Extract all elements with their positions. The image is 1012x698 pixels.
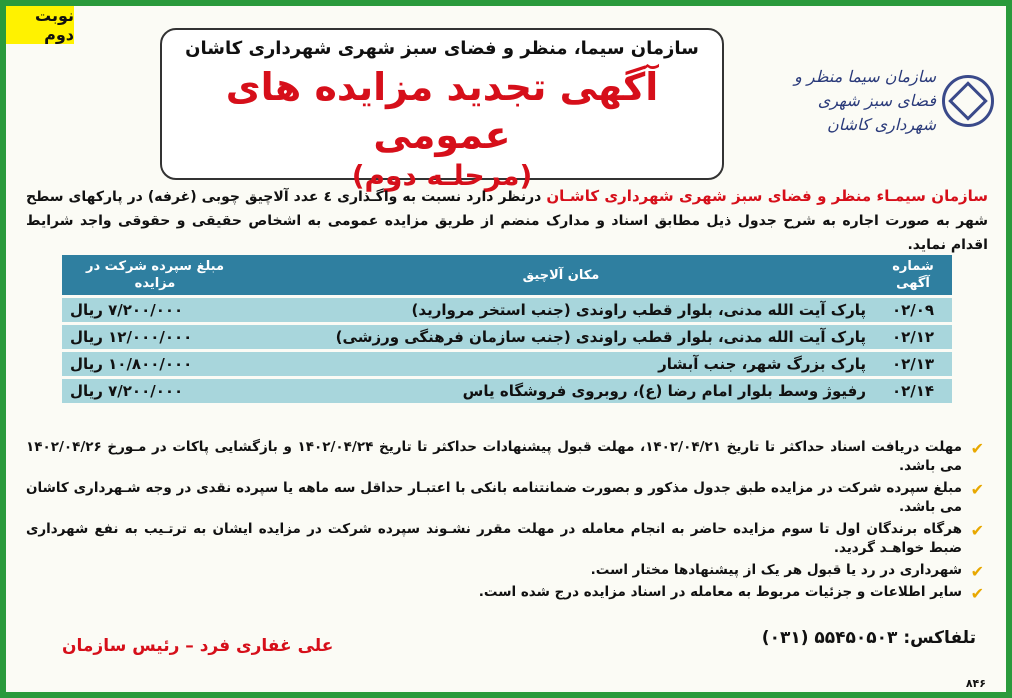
notice-number: ۰۲/۱۲ [874,325,952,349]
list-item: ✔ شهرداری در رد یا قبول هر یک از پیشنهادها مختار است. [590,562,984,581]
kiosk-location: پارک آیت الله مدنی، بلوار قطب راوندی (جنب سازمان فرهنگی ورزشی) [248,325,874,349]
notice-stage: (مرحلـه دوم) [351,159,533,192]
title-box [160,28,724,192]
kiosk-location: رفیوژ وسط بلوار امام رضا (ع)، روبروی فروشگاه یاس [248,379,874,403]
checkmark-icon: ✔ [970,584,984,603]
notice-title: آگهی تجدید مزایده های عمومی [225,65,659,157]
organization-name: سازمان سیما، منظر و فضای سبز شهری شهرداری کاشان [185,38,699,59]
organization-logo [764,46,994,156]
logo-wordmark: سازمان سیما منظر و فضای سبز شهری شهرداری کاشان [794,67,936,134]
checkmark-icon: ✔ [970,439,984,458]
advertisement-page [6,6,1006,692]
page-number: ۸۴۶ [965,677,986,690]
intro-text: درنظر دارد نسبت به واگـذاری ٤ عدد آلاچیق چوبی (غرفه) در پارکهای سطح شهر به صورت اجاره به شرح جدول ذیل مطابق اسناد و مدارک منضم از طریق مزایده عمومی به اشخاص حقیقی و حقوقی واجد شرایط اقدام نماید. [26,189,988,253]
list-item: ✔ هرگاه برندگان اول تا سوم مزایده حاضر به انجام معامله در مهلت مقرر نشـوند سپرده شرکت در مزایده ایشان به ترتـیب به نفع شهرداری ضبط خواهـد گردید. [26,521,984,556]
table-row [62,325,952,349]
fax-number: تلفاکس: ۵۵۴۵۰۵۰۳ (۰۳۱) [761,628,976,648]
kiosk-location: پارک آیت الله مدنی، بلوار قطب راوندی (جنب استخر مروارید) [248,298,874,322]
notice-number: ۰۲/۱۳ [874,352,952,376]
deposit-amount: ۷/۲۰۰/۰۰۰ ریال [62,298,248,322]
intro-highlight: سازمان سیمـاء منظر و فضای سبز شهری شهرداری کاشـان [546,187,989,205]
logo-emblem-icon [942,75,994,127]
checkmark-icon: ✔ [970,562,984,581]
deposit-amount: ۷/۲۰۰/۰۰۰ ریال [62,379,248,403]
deposit-amount: ۱۰/۸۰۰/۰۰۰ ریال [62,352,248,376]
header-location: مکان آلاچیق [248,255,874,295]
list-item: ✔ مهلت دریافت اسناد حداکثر تا تاریخ ۱۴۰۲/۰۴/۲۱، مهلت قبول پیشنهادات حداکثر تا تاریخ ۱۴۰۲/۰۴/۲۴ و بازگشایی پاکات در مـورخ ۱۴۰۲/۰۴/۲۶ می باشد. [26,439,984,474]
list-item: ✔ سایر اطلاعات و جزئیات مربوط به معامله در اسناد مزایده درج شده است. [478,584,984,603]
signature: علی غفاری فرد – رئیس سازمان [62,636,334,656]
conditions-list [26,438,984,605]
table-header-row [62,255,952,295]
table-row [62,352,952,376]
header-notice-number: شماره آگهی [874,255,952,295]
checkmark-icon: ✔ [970,521,984,540]
kiosk-location: پارک بزرگ شهر، جنب آبشار [248,352,874,376]
table-row [62,298,952,322]
notice-number: ۰۲/۱۴ [874,379,952,403]
round-badge: نوبت دوم [6,6,74,44]
checkmark-icon: ✔ [970,480,984,499]
intro-paragraph [26,184,988,257]
list-item: ✔ مبلغ سپرده شرکت در مزایده طبق جدول مذکور و بصورت ضمانتنامه بانکی با اعتبـار حداقل سه ماهه یا سپرده نقدی در وجه شـهرداری کاشان می باشد. [26,480,984,515]
auction-table [62,252,952,406]
table-row [62,379,952,403]
header-deposit: مبلغ سپرده شرکت در مزایده [62,255,248,295]
notice-number: ۰۲/۰۹ [874,298,952,322]
deposit-amount: ۱۲/۰۰۰/۰۰۰ ریال [62,325,248,349]
